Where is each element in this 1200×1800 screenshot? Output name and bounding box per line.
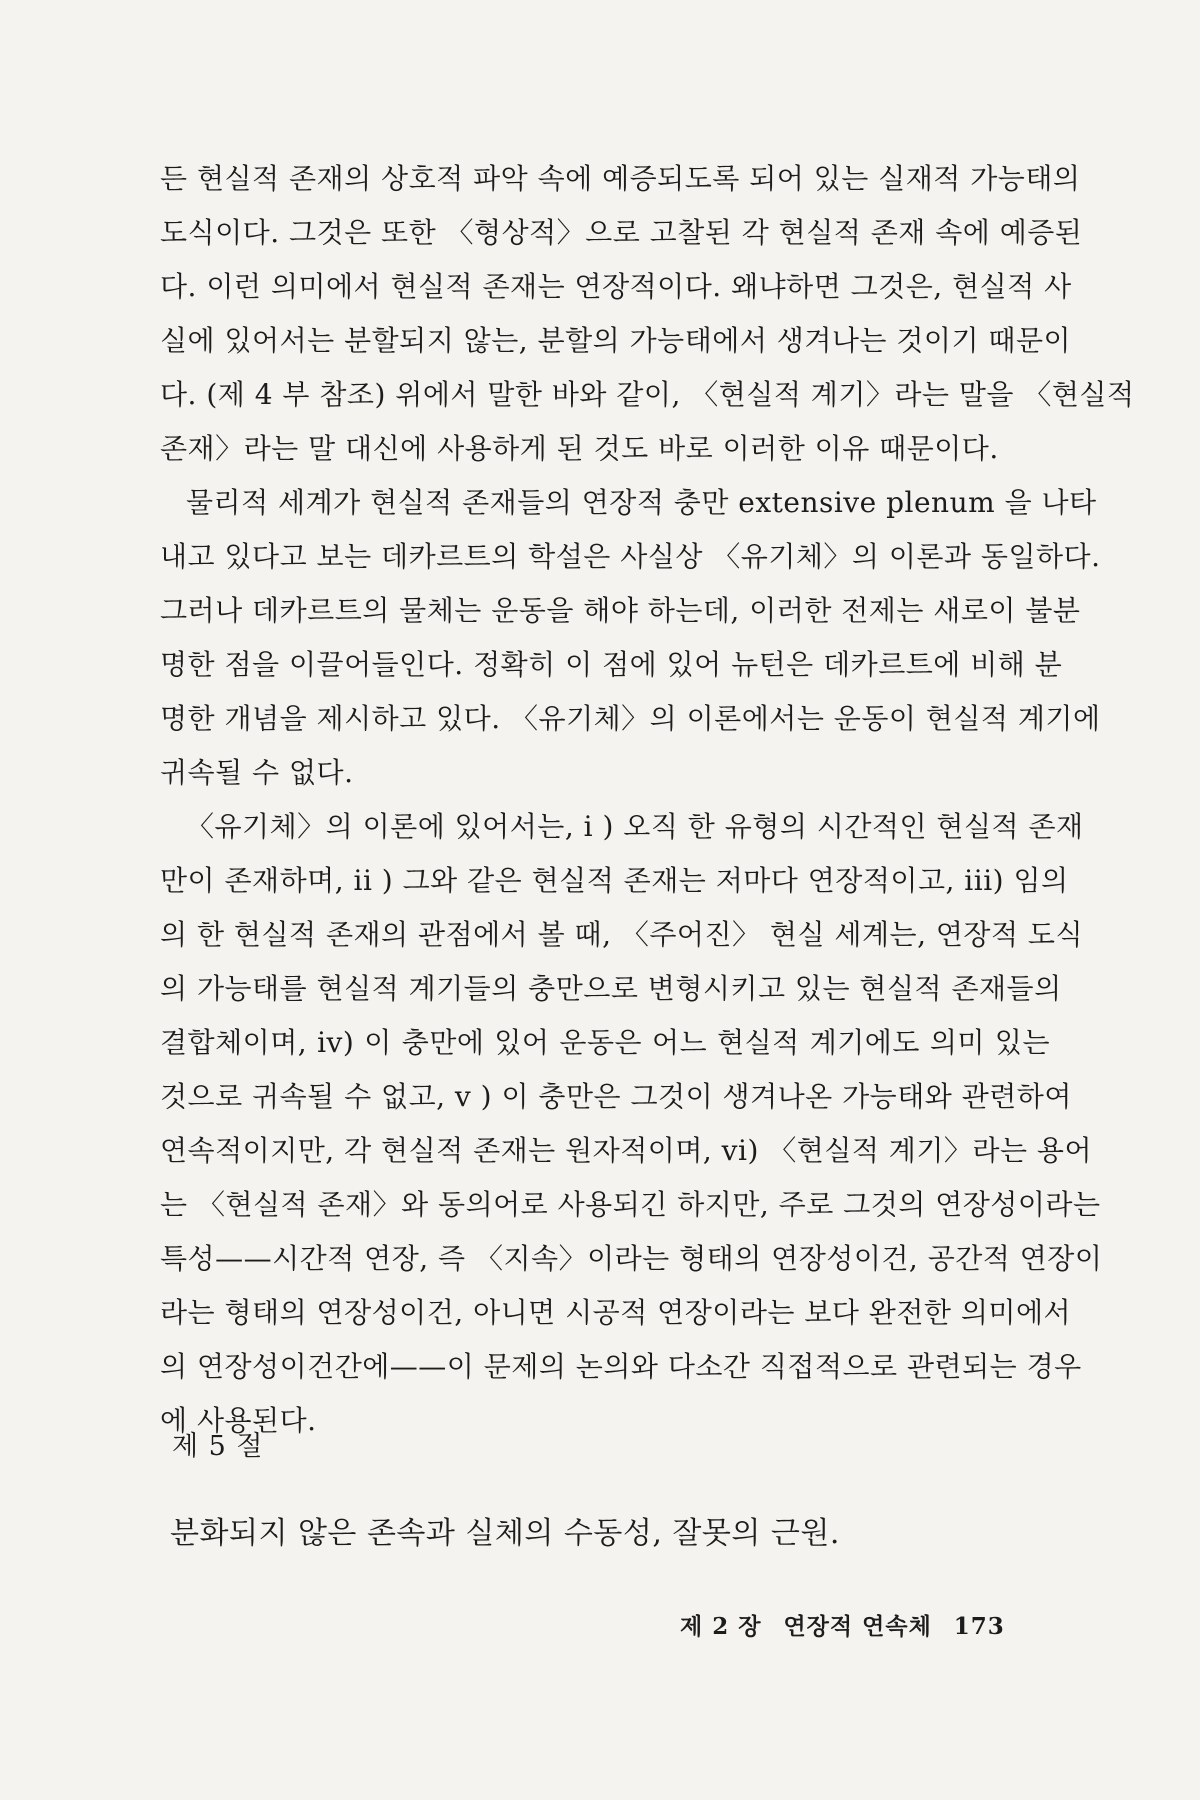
section-label: 제 5 절 bbox=[172, 1431, 264, 1462]
text-line: 명한 개념을 제시하고 있다. 〈유기체〉의 이론에서는 운동이 현실적 계기에 bbox=[160, 702, 1101, 735]
text-line: 든 현실적 존재의 상호적 파악 속에 예증되도록 되어 있는 실재적 가능태의 bbox=[160, 162, 1081, 195]
text-line: 내고 있다고 보는 데카르트의 학설은 사실상 〈유기체〉의 이론과 동일하다. bbox=[160, 540, 1101, 573]
text-line: 다. 이런 의미에서 현실적 존재는 연장적이다. 왜냐하면 그것은, 현실적 사 bbox=[160, 270, 1072, 303]
text-line: 그러나 데카르트의 물체는 운동을 해야 하는데, 이러한 전제는 새로이 불분 bbox=[160, 594, 1081, 627]
text-line: 의 연장성이건간에——이 문제의 논의와 다소간 직접적으로 관련되는 경우 bbox=[160, 1350, 1082, 1383]
text-line: 의 한 현실적 존재의 관점에서 볼 때, 〈주어진〉 현실 세계는, 연장적 도식 bbox=[160, 918, 1084, 951]
text-line: 존재〉라는 말 대신에 사용하게 된 것도 바로 이러한 이유 때문이다. bbox=[160, 432, 999, 465]
text-line: 실에 있어서는 분할되지 않는, 분할의 가능태에서 생겨나는 것이기 때문이 bbox=[160, 324, 1072, 357]
text-line: 도식이다. 그것은 또한 〈형상적〉으로 고찰된 각 현실적 존재 속에 예증된 bbox=[160, 216, 1083, 249]
text-line: 결합체이며, iv) 이 충만에 있어 운동은 어느 현실적 계기에도 의미 있는 bbox=[160, 1026, 1050, 1059]
running-footer bbox=[680, 1608, 1005, 1641]
paragraph bbox=[160, 152, 1135, 476]
footer-chapter: 제 2 장 bbox=[680, 1613, 762, 1640]
page-number: 173 bbox=[953, 1613, 1005, 1640]
footer-chapter-title: 연장적 연속체 bbox=[783, 1613, 932, 1640]
text-line: 것으로 귀속될 수 없고, v ) 이 충만은 그것이 생겨나온 가능태와 관련하여 bbox=[160, 1080, 1072, 1113]
text-line: 명한 점을 이끌어들인다. 정확히 이 점에 있어 뉴턴은 데카르트에 비해 분 bbox=[160, 648, 1063, 681]
text-line: 연속적이지만, 각 현실적 존재는 원자적이며, vi) 〈현실적 계기〉라는 용어 bbox=[160, 1134, 1093, 1167]
text-line: 다. (제 4 부 참조) 위에서 말한 바와 같이, 〈현실적 계기〉라는 말을 〈현실적 bbox=[160, 378, 1135, 411]
text-line: 귀속될 수 없다. bbox=[160, 756, 354, 789]
text-line: 〈유기체〉의 이론에 있어서는, i ) 오직 한 유형의 시간적인 현실적 존재 bbox=[186, 810, 1084, 843]
text-line: 만이 존재하며, ii ) 그와 같은 현실적 존재는 저마다 연장적이고, iii) 임의 bbox=[160, 864, 1069, 897]
text-line: 특성——시간적 연장, 즉 〈지속〉이라는 형태의 연장성이건, 공간적 연장이 bbox=[160, 1242, 1103, 1275]
text-line: 는 〈현실적 존재〉와 동의어로 사용되긴 하지만, 주로 그것의 연장성이라는 bbox=[160, 1188, 1101, 1221]
paragraph bbox=[160, 476, 1101, 800]
paragraph bbox=[160, 800, 1103, 1448]
section-title: 분화되지 않은 존속과 실체의 수동성, 잘못의 근원. bbox=[170, 1516, 840, 1551]
text-line: 물리적 세계가 현실적 존재들의 연장적 충만 extensive plenum 을 나타 bbox=[186, 486, 1097, 519]
text-line: 라는 형태의 연장성이건, 아니면 시공적 연장이라는 보다 완전한 의미에서 bbox=[160, 1296, 1072, 1329]
body-text bbox=[160, 152, 1135, 1448]
text-line: 에 사용된다. bbox=[160, 1404, 317, 1437]
text-line: 의 가능태를 현실적 계기들의 충만으로 변형시키고 있는 현실적 존재들의 bbox=[160, 972, 1062, 1005]
